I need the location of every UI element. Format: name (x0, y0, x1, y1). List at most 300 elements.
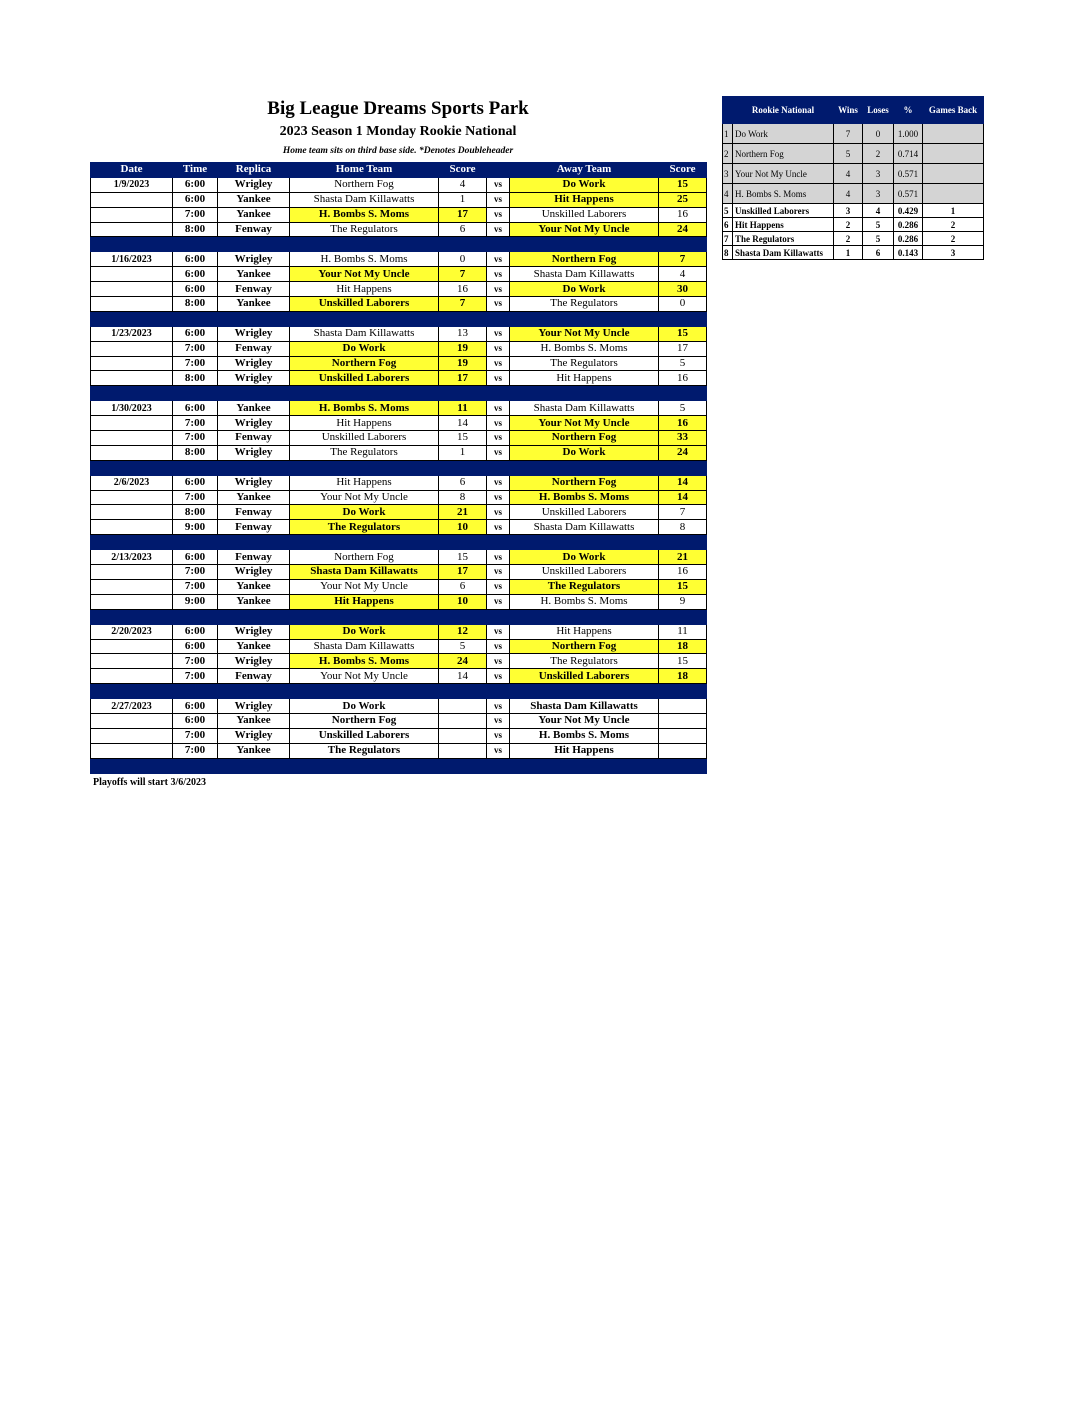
separator-cell (439, 758, 487, 773)
game-time: 6:00 (173, 252, 218, 267)
away-score: 8 (659, 520, 707, 535)
away-team: Do Work (510, 282, 659, 297)
game-time: 7:00 (173, 728, 218, 743)
home-score (439, 743, 487, 758)
team-name: Your Not My Uncle (733, 164, 834, 184)
game-time: 6:00 (173, 713, 218, 728)
home-score: 11 (439, 401, 487, 416)
separator-cell (487, 460, 510, 475)
away-score: 15 (659, 579, 707, 594)
separator-cell (91, 609, 173, 624)
home-score: 15 (439, 550, 487, 565)
page-subtitle: 2023 Season 1 Monday Rookie National (279, 124, 517, 139)
away-score: 0 (659, 297, 707, 312)
away-score (659, 728, 707, 743)
page-title: Big League Dreams Sports Park (267, 98, 529, 119)
vs-label: vs (487, 654, 510, 669)
game-time: 7:00 (173, 207, 218, 222)
game-row (91, 490, 707, 505)
game-date (91, 594, 173, 609)
home-score: 13 (439, 326, 487, 341)
away-score: 14 (659, 475, 707, 490)
home-team-note: Home team sits on third base side. *Denotes Doubleheader (282, 146, 514, 156)
separator-cell (659, 535, 707, 550)
home-team: Unskilled Laborers (290, 431, 439, 446)
team-pct: 0.143 (894, 246, 923, 260)
separator-cell (439, 535, 487, 550)
game-replica-field: Wrigley (218, 371, 290, 386)
away-team: Your Not My Uncle (510, 326, 659, 341)
team-loses: 5 (863, 218, 894, 232)
vs-label: vs (487, 550, 510, 565)
away-team: The Regulators (510, 297, 659, 312)
home-team: Shasta Dam Killawatts (290, 326, 439, 341)
away-score: 16 (659, 371, 707, 386)
standings-column-header: Wins (834, 97, 863, 124)
separator-cell (218, 684, 290, 699)
away-score: 33 (659, 431, 707, 446)
vs-label: vs (487, 490, 510, 505)
away-score: 5 (659, 401, 707, 416)
game-time: 6:00 (173, 699, 218, 714)
home-team: Do Work (290, 341, 439, 356)
team-rank: 7 (723, 232, 733, 246)
game-date (91, 356, 173, 371)
away-score: 15 (659, 654, 707, 669)
home-team: Northern Fog (290, 713, 439, 728)
game-replica-field: Yankee (218, 401, 290, 416)
game-date (91, 639, 173, 654)
home-team: Your Not My Uncle (290, 490, 439, 505)
game-replica-field: Fenway (218, 520, 290, 535)
game-date (91, 297, 173, 312)
team-name: Do Work (733, 124, 834, 144)
game-date (91, 431, 173, 446)
game-time: 6:00 (173, 475, 218, 490)
team-pct: 0.286 (894, 232, 923, 246)
playoffs-note: Playoffs will start 3/6/2023 (93, 777, 207, 788)
column-header: Home Team (290, 163, 439, 178)
team-pct: 0.571 (894, 164, 923, 184)
away-score: 24 (659, 222, 707, 237)
game-replica-field: Wrigley (218, 624, 290, 639)
game-row (91, 669, 707, 684)
game-row (91, 445, 707, 460)
game-row (91, 207, 707, 222)
game-date (91, 371, 173, 386)
away-team: Shasta Dam Killawatts (510, 520, 659, 535)
game-replica-field: Wrigley (218, 728, 290, 743)
team-rank: 2 (723, 144, 733, 164)
game-replica-field: Fenway (218, 550, 290, 565)
game-row (91, 177, 707, 192)
standings-column-header: Rookie National (733, 97, 834, 124)
vs-label: vs (487, 192, 510, 207)
separator-cell (91, 684, 173, 699)
away-score: 16 (659, 565, 707, 580)
home-score: 16 (439, 282, 487, 297)
home-team: Hit Happens (290, 594, 439, 609)
standings-row (723, 124, 984, 144)
column-header: Date (91, 163, 173, 178)
game-replica-field: Wrigley (218, 475, 290, 490)
home-score: 10 (439, 594, 487, 609)
home-score: 7 (439, 267, 487, 282)
home-score: 8 (439, 490, 487, 505)
separator-cell (439, 237, 487, 252)
team-wins: 4 (834, 184, 863, 204)
standings-column-header: % (894, 97, 923, 124)
team-rank: 6 (723, 218, 733, 232)
game-time: 6:00 (173, 401, 218, 416)
game-time: 7:00 (173, 669, 218, 684)
away-score: 5 (659, 356, 707, 371)
team-name: Northern Fog (733, 144, 834, 164)
separator-cell (290, 609, 439, 624)
team-loses: 3 (863, 164, 894, 184)
week-separator (91, 386, 707, 401)
game-row (91, 475, 707, 490)
vs-label: vs (487, 177, 510, 192)
home-score (439, 699, 487, 714)
game-replica-field: Yankee (218, 639, 290, 654)
separator-cell (439, 311, 487, 326)
home-score: 7 (439, 297, 487, 312)
away-team: H. Bombs S. Moms (510, 490, 659, 505)
home-team: The Regulators (290, 743, 439, 758)
vs-label: vs (487, 267, 510, 282)
home-team: Hit Happens (290, 416, 439, 431)
vs-label: vs (487, 624, 510, 639)
separator-cell (218, 311, 290, 326)
home-team: Hit Happens (290, 282, 439, 297)
away-score: 16 (659, 416, 707, 431)
game-row (91, 252, 707, 267)
separator-cell (487, 535, 510, 550)
game-date (91, 505, 173, 520)
away-team: Northern Fog (510, 475, 659, 490)
game-time: 6:00 (173, 267, 218, 282)
vs-label: vs (487, 639, 510, 654)
away-score (659, 699, 707, 714)
away-team: Shasta Dam Killawatts (510, 401, 659, 416)
separator-cell (510, 237, 659, 252)
game-time: 6:00 (173, 192, 218, 207)
separator-cell (173, 535, 218, 550)
away-team: Do Work (510, 177, 659, 192)
separator-cell (290, 758, 439, 773)
game-date (91, 565, 173, 580)
team-wins: 2 (834, 232, 863, 246)
vs-label: vs (487, 371, 510, 386)
separator-cell (659, 684, 707, 699)
game-row (91, 371, 707, 386)
separator-cell (290, 386, 439, 401)
home-team: Your Not My Uncle (290, 669, 439, 684)
away-team: Do Work (510, 445, 659, 460)
away-score (659, 713, 707, 728)
away-team: Shasta Dam Killawatts (510, 267, 659, 282)
separator-cell (218, 758, 290, 773)
team-games-back: 2 (923, 218, 984, 232)
home-team: H. Bombs S. Moms (290, 401, 439, 416)
week-separator (91, 311, 707, 326)
game-time: 7:00 (173, 743, 218, 758)
game-replica-field: Fenway (218, 282, 290, 297)
vs-label: vs (487, 579, 510, 594)
separator-cell (218, 535, 290, 550)
away-team: The Regulators (510, 654, 659, 669)
game-time: 6:00 (173, 624, 218, 639)
team-loses: 6 (863, 246, 894, 260)
separator-cell (91, 535, 173, 550)
game-date (91, 490, 173, 505)
game-row (91, 282, 707, 297)
home-team: Unskilled Laborers (290, 371, 439, 386)
away-team: Hit Happens (510, 743, 659, 758)
schedule-header-row (91, 163, 707, 178)
game-row (91, 743, 707, 758)
separator-cell (173, 758, 218, 773)
standings-row (723, 218, 984, 232)
game-date (91, 728, 173, 743)
away-team: Your Not My Uncle (510, 222, 659, 237)
home-team: Do Work (290, 505, 439, 520)
vs-label: vs (487, 326, 510, 341)
away-team: Northern Fog (510, 252, 659, 267)
column-header: Time (173, 163, 218, 178)
game-replica-field: Fenway (218, 505, 290, 520)
home-score: 12 (439, 624, 487, 639)
game-row (91, 699, 707, 714)
game-date: 1/23/2023 (91, 326, 173, 341)
home-score: 14 (439, 669, 487, 684)
home-team: Your Not My Uncle (290, 579, 439, 594)
separator-cell (290, 311, 439, 326)
separator-cell (290, 237, 439, 252)
standings-header-row (723, 97, 984, 124)
separator-cell (218, 460, 290, 475)
game-date: 1/9/2023 (91, 177, 173, 192)
separator-cell (659, 758, 707, 773)
game-time: 7:00 (173, 490, 218, 505)
game-date: 2/27/2023 (91, 699, 173, 714)
home-score: 10 (439, 520, 487, 535)
away-score (659, 743, 707, 758)
team-pct: 0.286 (894, 218, 923, 232)
standings-column-header: Games Back (923, 97, 984, 124)
game-time: 6:00 (173, 550, 218, 565)
team-games-back: 1 (923, 204, 984, 218)
team-name: Shasta Dam Killawatts (733, 246, 834, 260)
separator-cell (290, 535, 439, 550)
game-row (91, 639, 707, 654)
standings-column-header: Loses (863, 97, 894, 124)
game-row (91, 624, 707, 639)
game-row (91, 297, 707, 312)
home-team: The Regulators (290, 222, 439, 237)
team-loses: 5 (863, 232, 894, 246)
team-loses: 4 (863, 204, 894, 218)
game-row (91, 401, 707, 416)
away-score: 4 (659, 267, 707, 282)
vs-label: vs (487, 743, 510, 758)
separator-cell (659, 386, 707, 401)
away-score: 16 (659, 207, 707, 222)
game-replica-field: Wrigley (218, 252, 290, 267)
vs-label: vs (487, 431, 510, 446)
team-loses: 0 (863, 124, 894, 144)
away-score: 24 (659, 445, 707, 460)
game-time: 7:00 (173, 565, 218, 580)
home-score: 5 (439, 639, 487, 654)
home-score: 24 (439, 654, 487, 669)
separator-cell (439, 609, 487, 624)
standings-row (723, 204, 984, 218)
team-name: The Regulators (733, 232, 834, 246)
game-replica-field: Wrigley (218, 654, 290, 669)
away-score: 21 (659, 550, 707, 565)
game-date (91, 654, 173, 669)
home-score: 19 (439, 356, 487, 371)
game-row (91, 416, 707, 431)
away-team: The Regulators (510, 356, 659, 371)
away-team: Unskilled Laborers (510, 505, 659, 520)
standings-row (723, 246, 984, 260)
game-row (91, 326, 707, 341)
game-replica-field: Yankee (218, 713, 290, 728)
separator-cell (510, 311, 659, 326)
separator-cell (439, 684, 487, 699)
game-replica-field: Yankee (218, 267, 290, 282)
separator-cell (91, 758, 173, 773)
home-team: Your Not My Uncle (290, 267, 439, 282)
game-replica-field: Yankee (218, 192, 290, 207)
game-date (91, 207, 173, 222)
team-games-back (923, 124, 984, 144)
game-row (91, 565, 707, 580)
game-row (91, 431, 707, 446)
team-rank: 8 (723, 246, 733, 260)
game-row (91, 728, 707, 743)
separator-cell (659, 609, 707, 624)
game-replica-field: Wrigley (218, 445, 290, 460)
standings-row (723, 232, 984, 246)
game-date (91, 445, 173, 460)
vs-label: vs (487, 341, 510, 356)
away-team: H. Bombs S. Moms (510, 594, 659, 609)
home-team: Northern Fog (290, 550, 439, 565)
away-team: Northern Fog (510, 431, 659, 446)
home-score: 6 (439, 222, 487, 237)
game-replica-field: Fenway (218, 669, 290, 684)
home-team: Northern Fog (290, 177, 439, 192)
away-team: Hit Happens (510, 371, 659, 386)
game-time: 9:00 (173, 520, 218, 535)
team-games-back (923, 184, 984, 204)
home-score: 1 (439, 192, 487, 207)
away-score: 9 (659, 594, 707, 609)
team-pct: 0.714 (894, 144, 923, 164)
separator-cell (173, 386, 218, 401)
team-wins: 1 (834, 246, 863, 260)
game-date: 1/16/2023 (91, 252, 173, 267)
game-date (91, 579, 173, 594)
separator-cell (218, 386, 290, 401)
home-score: 6 (439, 579, 487, 594)
team-rank: 5 (723, 204, 733, 218)
home-score: 17 (439, 565, 487, 580)
away-score: 14 (659, 490, 707, 505)
separator-cell (91, 311, 173, 326)
separator-cell (290, 460, 439, 475)
separator-cell (218, 237, 290, 252)
standings-row (723, 144, 984, 164)
separator-cell (510, 535, 659, 550)
vs-label: vs (487, 669, 510, 684)
away-team: Unskilled Laborers (510, 207, 659, 222)
home-team: H. Bombs S. Moms (290, 252, 439, 267)
separator-cell (659, 311, 707, 326)
away-team: Unskilled Laborers (510, 669, 659, 684)
game-date: 2/6/2023 (91, 475, 173, 490)
vs-label: vs (487, 416, 510, 431)
team-loses: 3 (863, 184, 894, 204)
game-replica-field: Yankee (218, 297, 290, 312)
team-games-back: 2 (923, 232, 984, 246)
team-games-back (923, 144, 984, 164)
game-row (91, 520, 707, 535)
separator-cell (173, 609, 218, 624)
game-row (91, 356, 707, 371)
game-row (91, 267, 707, 282)
team-wins: 3 (834, 204, 863, 218)
game-time: 8:00 (173, 505, 218, 520)
game-date (91, 416, 173, 431)
away-score: 18 (659, 639, 707, 654)
home-team: Do Work (290, 699, 439, 714)
game-date (91, 192, 173, 207)
game-time: 8:00 (173, 371, 218, 386)
game-date (91, 743, 173, 758)
vs-label: vs (487, 297, 510, 312)
separator-cell (91, 386, 173, 401)
week-separator (91, 535, 707, 550)
away-score: 7 (659, 505, 707, 520)
game-date (91, 713, 173, 728)
separator-cell (510, 758, 659, 773)
away-score: 11 (659, 624, 707, 639)
column-header: Score (439, 163, 487, 178)
game-replica-field: Yankee (218, 490, 290, 505)
separator-cell (290, 684, 439, 699)
standings-row (723, 164, 984, 184)
home-team: Unskilled Laborers (290, 728, 439, 743)
game-date (91, 267, 173, 282)
team-rank: 1 (723, 124, 733, 144)
separator-cell (173, 460, 218, 475)
team-games-back (923, 164, 984, 184)
separator-cell (487, 684, 510, 699)
vs-label: vs (487, 207, 510, 222)
game-row (91, 222, 707, 237)
home-team: Shasta Dam Killawatts (290, 565, 439, 580)
team-wins: 5 (834, 144, 863, 164)
vs-label: vs (487, 699, 510, 714)
separator-cell (487, 237, 510, 252)
home-score: 0 (439, 252, 487, 267)
home-team: Shasta Dam Killawatts (290, 639, 439, 654)
